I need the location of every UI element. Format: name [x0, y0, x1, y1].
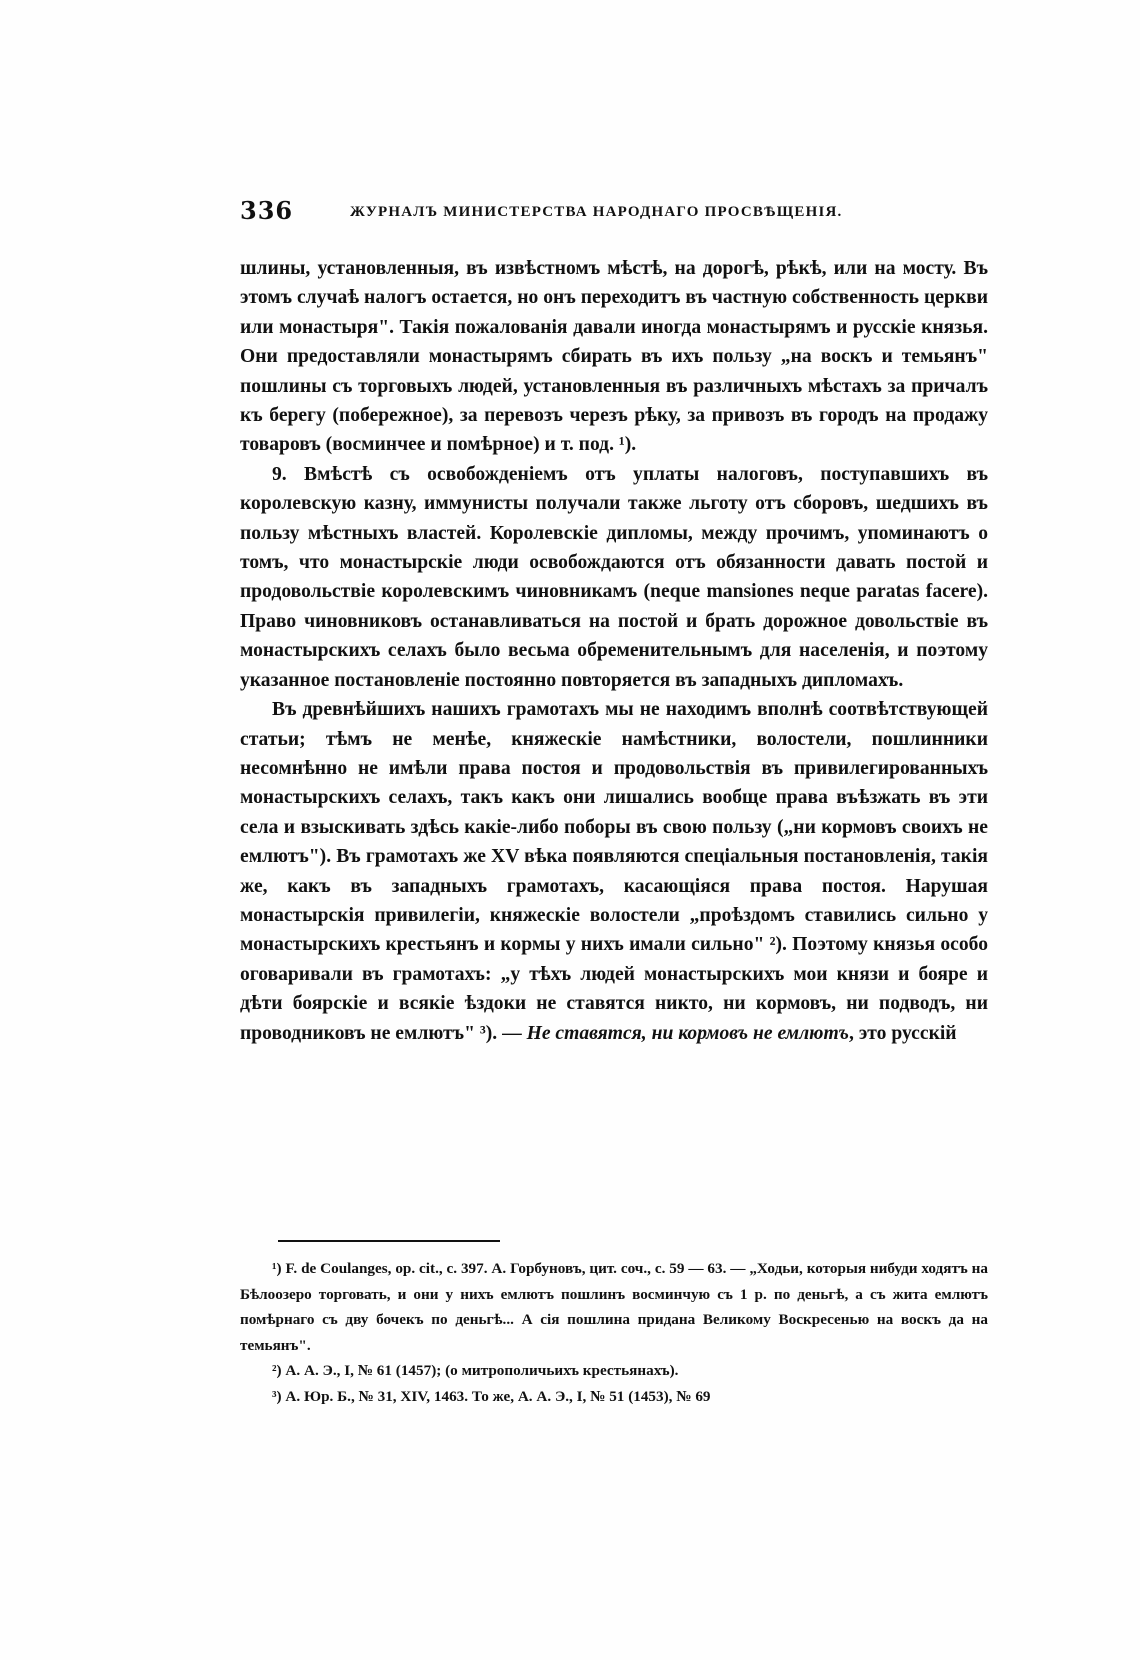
paragraph-2: 9. Вмѣстѣ съ освобожденіемъ отъ уплаты налоговъ, поступавшихъ въ королевскую казну, иммунисты получали также льготу отъ сборовъ, шедшихъ въ пользу мѣстныхъ властей. Королевскіе дипломы, между прочимъ, упоминаютъ о томъ, что монастырскіе люди освобождаются отъ обязанности давать постой и продовольствіе королевскимъ чиновникамъ (neque mansiones neque paratas facere). Право чиновниковъ останавливаться на постой и брать дорожное довольствіе въ монастырскихъ селахъ было весьма обременительнымъ для населенія, и поэтому указанное постановленіе постоянно повторяется въ западныхъ дипломахъ.: [240, 463, 988, 691]
footnote-1: [240, 1256, 988, 1358]
footnotes: [240, 1256, 988, 1409]
footnote-2-number: ²): [272, 1362, 282, 1379]
main-text: [240, 254, 988, 1048]
footnote-1-number: ¹): [272, 1260, 282, 1277]
footnote-3-text: А. Юр. Б., № 31, XIV, 1463. То же, А. А. Э., I, № 51 (1453), № 69: [285, 1387, 711, 1405]
footnote-3: [240, 1384, 988, 1410]
page-header: [240, 196, 988, 236]
footnote-2-text: А. А. Э., I, № 61 (1457); (о митрополичьихъ крестьянахъ).: [285, 1362, 679, 1379]
paragraph-3-italic-quote: Не ставятся, ни кормовъ не емлютъ: [526, 1022, 850, 1044]
paragraph-3: [240, 695, 988, 1048]
page-number: 336: [240, 196, 294, 225]
footnote-2: [240, 1358, 988, 1384]
paragraph-1: шлины, установленныя, въ извѣстномъ мѣстѣ, на дорогѣ, рѣкѣ, или на мосту. Въ этомъ случаѣ налогъ остается, но онъ переходитъ въ частную собственность церкви или монастыря". Такія пожалованія давали иногда монастырямъ и русскіе князья. Они предоставляли монастырямъ сбирать въ ихъ пользу „на воскъ и темьянъ" пошлины съ торговыхъ людей, установленныя въ различныхъ мѣстахъ за причалъ къ берегу (побережное), за перевозъ черезъ рѣку, за привозъ въ городъ на продажу товаровъ (восминчее и помѣрное) и т. под. ¹).: [240, 258, 988, 456]
footnote-1-text: F. de Coulanges, op. cit., c. 397. А. Горбуновъ, цит. соч., с. 59 — 63. — „Ходьи, которыя нибуди ходятъ на Бѣлоозеро торговать, и они у нихъ емлютъ пошлинъ восминчую съ 1 р. по деньгѣ, а съ жита емлютъ помѣрнаго съ дву бочекъ по деньгѣ... А сія пошлина придана Великому Воскресенью на воскъ да на темьянъ".: [240, 1260, 989, 1354]
footnote-3-number: ³): [272, 1387, 282, 1405]
footnote-separator: [278, 1240, 500, 1242]
running-title: ЖУРНАЛЪ МИНИСТЕРСТВА НАРОДНАГО ПРОСВѢЩЕНІЯ.: [350, 204, 843, 220]
paragraph-3-tail: , это русскій: [849, 1022, 957, 1044]
paragraph-3-text: Въ древнѣйшихъ нашихъ грамотахъ мы не находимъ вполнѣ соотвѣтствующей статьи; тѣмъ не менѣе, княжескіе намѣстники, волостели, пошлинники несомнѣнно не имѣли права постоя и продовольствія въ привилегированныхъ монастырскихъ селахъ, такъ какъ они лишались вообще права въѣзжать въ эти села и взыскивать здѣсь какіе-либо поборы въ свою пользу („ни кормовъ своихъ не емлютъ"). Въ грамотахъ же XV вѣка появляются спеціальныя постановленія, такія же, какъ въ западныхъ грамотахъ, касающіяся права постоя. Нарушая монастырскія привилегіи, княжескіе волостели „проѣздомъ ставились сильно у монастырскихъ крестьянъ и кормы у нихъ имали сильно" ²). Поэтому князья особо оговаривали въ грамотахъ: „у тѣхъ людей монастырскихъ мои князи и бояре и дѣти боярскіе и всякіе ѣздоки не ставятся никто, ни кормовъ, ни подводъ, ни проводниковъ не емлютъ" ³). —: [240, 699, 988, 1044]
